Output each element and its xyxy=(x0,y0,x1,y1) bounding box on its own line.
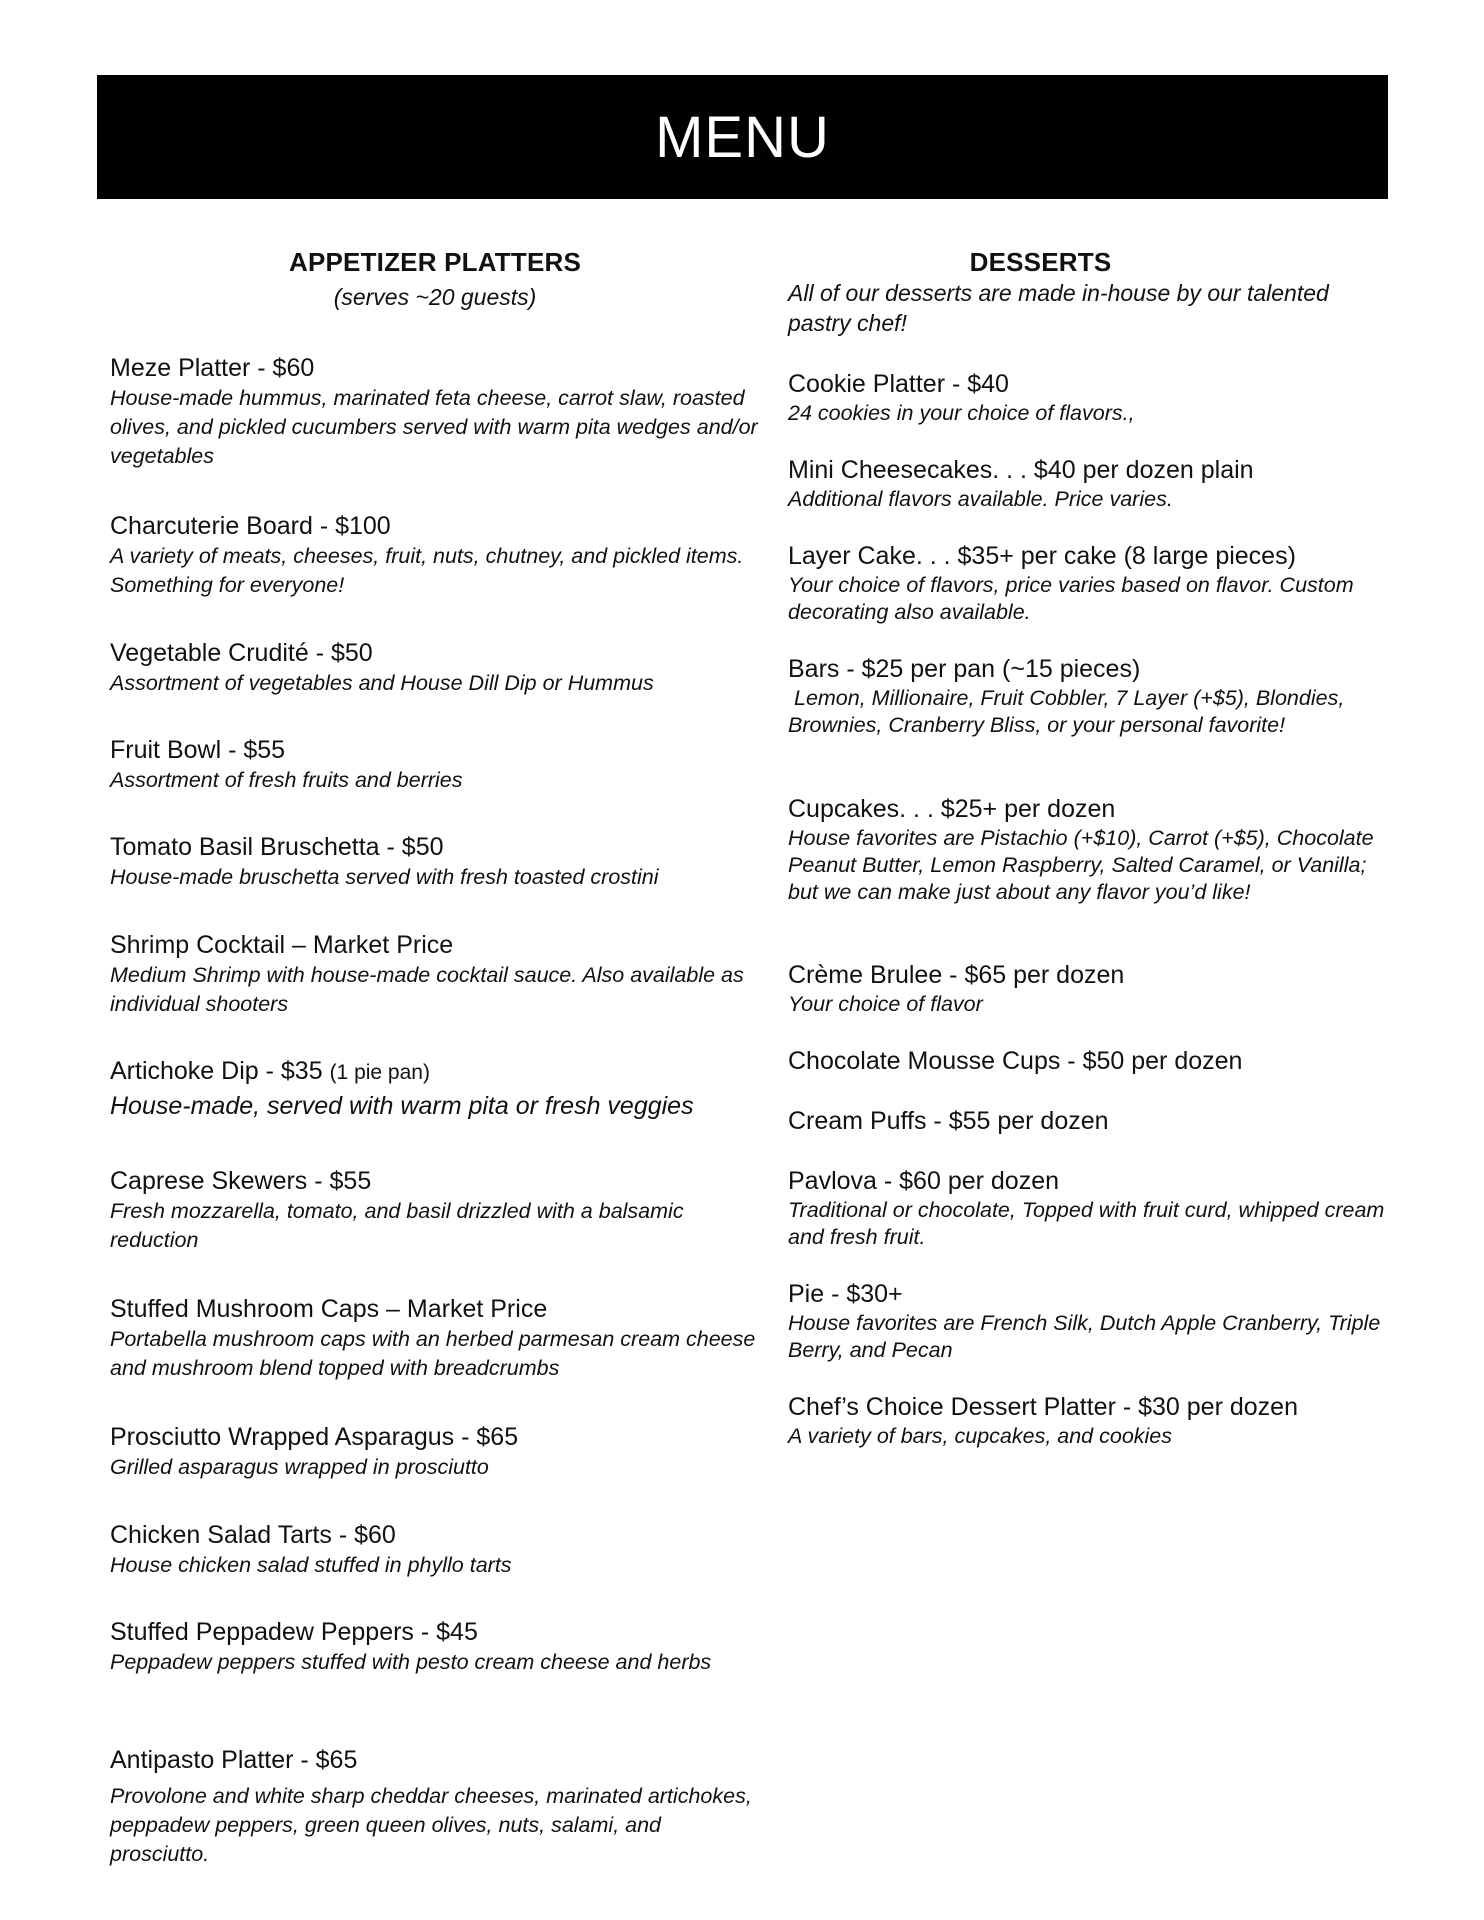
menu-item-fruit-bowl xyxy=(110,734,760,795)
item-description: Provolone and white sharp cheddar cheeses, marinated artichokes, peppadew peppers, green queen olives, nuts, salami, and prosciutto. xyxy=(110,1784,752,1866)
menu-item-cupcakes xyxy=(788,793,1388,906)
menu-item-stuffed-mushroom-caps xyxy=(110,1293,760,1383)
menu-item-meze-platter xyxy=(110,352,760,471)
item-name: Layer Cake. . . $35+ per cake (8 large pieces) xyxy=(788,542,1296,570)
menu-item-chicken-salad-tarts xyxy=(110,1519,760,1580)
item-description: House favorites are Pistachio (+$10), Carrot (+$5), Chocolate Peanut Butter, Lemon Raspberry, Salted Caramel, or Vanilla; but we can make just about any flavor you’d like! xyxy=(788,826,1374,904)
appetizers-subheading: (serves ~20 guests) xyxy=(333,284,537,310)
menu-item-vegetable-crudite xyxy=(110,637,760,698)
item-name: Cream Puffs - $55 per dozen xyxy=(788,1107,1109,1135)
item-name: Chocolate Mousse Cups - $50 per dozen xyxy=(788,1047,1243,1075)
item-name: Pie - $30+ xyxy=(788,1280,903,1308)
item-name: Stuffed Mushroom Caps – Market Price xyxy=(110,1295,548,1323)
item-description: Fresh mozzarella, tomato, and basil drizzled with a balsamic reduction xyxy=(110,1199,684,1252)
item-description: Assortment of vegetables and House Dill Dip or Hummus xyxy=(110,671,654,695)
item-description: Medium Shrimp with house-made cocktail sauce. Also available as individual shooters xyxy=(110,963,744,1016)
item-description: A variety of bars, cupcakes, and cookies xyxy=(788,1424,1173,1448)
item-name: Cupcakes. . . $25+ per dozen xyxy=(788,795,1116,823)
menu-item-stuffed-peppadew-peppers xyxy=(110,1616,760,1677)
item-description: House favorites are French Silk, Dutch Apple Cranberry, Triple Berry, and Pecan xyxy=(788,1311,1381,1362)
item-name: Chef’s Choice Dessert Platter - $30 per dozen xyxy=(788,1393,1298,1421)
item-description: Grilled asparagus wrapped in prosciutto xyxy=(110,1455,489,1479)
item-description: Your choice of flavors, price varies based on flavor. Custom decorating also available. xyxy=(788,573,1354,624)
menu-item-prosciutto-wrapped-asparagus xyxy=(110,1421,760,1482)
item-description: House-made bruschetta served with fresh toasted crostini xyxy=(110,865,659,889)
menu-item-creme-brulee xyxy=(788,959,1388,1018)
item-description: House chicken salad stuffed in phyllo tarts xyxy=(110,1553,512,1577)
menu-item-charcuterie-board xyxy=(110,510,760,600)
item-description: House-made hummus, marinated feta cheese, carrot slaw, roasted olives, and pickled cucumbers served with warm pita wedges and/or vegetables xyxy=(110,386,758,468)
desserts-heading: DESSERTS xyxy=(969,247,1112,277)
menu-item-cream-puffs xyxy=(788,1105,1388,1137)
menu-item-chefs-choice-dessert-platter xyxy=(788,1391,1388,1450)
item-name: Tomato Basil Bruschetta - $50 xyxy=(110,833,444,861)
item-name xyxy=(110,1055,760,1089)
menu-item-layer-cake xyxy=(788,540,1388,626)
item-name: Stuffed Peppadew Peppers - $45 xyxy=(110,1618,478,1646)
item-description: Lemon, Millionaire, Fruit Cobbler, 7 Layer (+$5), Blondies, Brownies, Cranberry Bliss, or your personal favorite! xyxy=(788,686,1351,737)
item-name: Mini Cheesecakes. . . $40 per dozen plain xyxy=(788,456,1254,484)
item-description: Assortment of fresh fruits and berries xyxy=(110,768,463,792)
item-name: Bars - $25 per pan (~15 pieces) xyxy=(788,655,1141,683)
appetizers-section xyxy=(110,244,760,1866)
item-description: Your choice of flavor xyxy=(788,992,983,1016)
item-description: A variety of meats, cheeses, fruit, nuts, chutney, and pickled items. Something for everyone! xyxy=(110,544,744,597)
item-name: Fruit Bowl - $55 xyxy=(110,736,286,764)
item-name: Antipasto Platter - $65 xyxy=(110,1746,358,1774)
page-title: MENU xyxy=(655,104,830,170)
desserts-section xyxy=(788,244,1388,1448)
menu-item-bars xyxy=(788,653,1388,739)
item-name: Crème Brulee - $65 per dozen xyxy=(788,961,1125,989)
item-description: Portabella mushroom caps with an herbed parmesan cream cheese and mushroom blend topped with breadcrumbs xyxy=(110,1327,756,1380)
item-name: Prosciutto Wrapped Asparagus - $65 xyxy=(110,1423,519,1451)
item-name: Cookie Platter - $40 xyxy=(788,370,1009,398)
menu-item-mini-cheesecakes xyxy=(788,454,1388,513)
item-name: Charcuterie Board - $100 xyxy=(110,512,391,540)
menu-item-chocolate-mousse-cups xyxy=(788,1045,1388,1077)
item-name-text: Artichoke Dip - $35 xyxy=(110,1057,323,1085)
menu-item-pavlova xyxy=(788,1165,1388,1251)
menu-item-pie xyxy=(788,1278,1388,1364)
item-description: Peppadew peppers stuffed with pesto cream cheese and herbs xyxy=(110,1650,712,1674)
menu-item-shrimp-cocktail xyxy=(110,929,760,1019)
item-description: Additional flavors available. Price varies. xyxy=(788,487,1173,511)
item-name: Chicken Salad Tarts - $60 xyxy=(110,1521,396,1549)
item-name: Pavlova - $60 per dozen xyxy=(788,1167,1060,1195)
menu-banner xyxy=(97,75,1388,199)
item-name: Vegetable Crudité - $50 xyxy=(110,639,373,667)
item-note: (1 pie pan) xyxy=(329,1061,430,1084)
item-name: Caprese Skewers - $55 xyxy=(110,1167,372,1195)
menu-item-artichoke-dip xyxy=(110,1055,760,1123)
item-description: Traditional or chocolate, Topped with fruit curd, whipped cream and fresh fruit. xyxy=(788,1198,1385,1249)
item-description: House-made, served with warm pita or fresh veggies xyxy=(110,1092,694,1120)
appetizers-heading: APPETIZER PLATTERS xyxy=(288,247,582,277)
desserts-subheading: All of our desserts are made in-house by our talented pastry chef! xyxy=(788,280,1329,336)
item-name: Meze Platter - $60 xyxy=(110,354,315,382)
menu-item-antipasto-platter xyxy=(110,1744,760,1869)
menu-item-cookie-platter xyxy=(788,368,1388,427)
item-description: 24 cookies in your choice of flavors., xyxy=(788,401,1135,425)
menu-item-caprese-skewers xyxy=(110,1165,760,1255)
menu-item-tomato-basil-bruschetta xyxy=(110,831,760,892)
item-name: Shrimp Cocktail – Market Price xyxy=(110,931,454,959)
